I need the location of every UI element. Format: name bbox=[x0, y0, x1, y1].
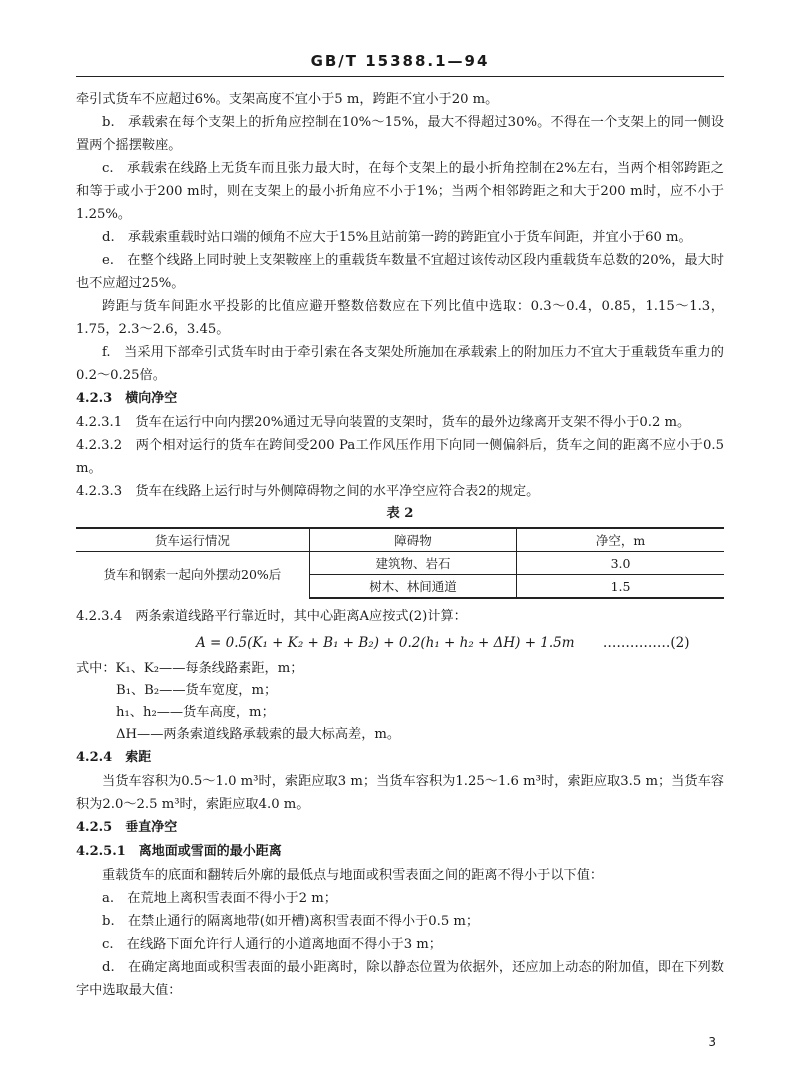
paragraph: 4.2.3.4 两条索道线路平行靠近时，其中心距离A应按式(2)计算： bbox=[76, 609, 467, 624]
table-header-obstacle: 障碍物 bbox=[309, 528, 516, 552]
paragraph: 重载货车的底面和翻转后外廓的最低点与地面或积雪表面之间的距离不得小于以下值： bbox=[102, 868, 604, 883]
body-section-1 bbox=[76, 88, 724, 503]
table-cell-obstacle: 建筑物、岩石 bbox=[309, 552, 516, 575]
paragraph: c. 在线路下面允许行人通行的小道离地面不得小于3 m； bbox=[102, 937, 442, 952]
header-rule bbox=[76, 76, 724, 77]
formula-expression: A = 0.5(K₁ + K₂ + B₁ + B₂) + 0.2(h₁ + h₂ + ΔH) + 1.5m bbox=[196, 635, 575, 651]
formula-2 bbox=[76, 628, 724, 658]
table-cell-obstacle: 树木、林间通道 bbox=[309, 575, 516, 599]
table-header-clearance: 净空，m bbox=[517, 528, 724, 552]
paragraph: 4.2.3.3 货车在线路上运行时与外侧障碍物之间的水平净空应符合表2的规定。 bbox=[76, 484, 540, 499]
body-section-2 bbox=[76, 605, 724, 628]
formula-number: ……………(2) bbox=[602, 635, 690, 651]
section-heading: 4.2.5 垂直净空 bbox=[76, 820, 178, 835]
definition-line: B₁、B₂——货车宽度，m； bbox=[116, 683, 278, 698]
standard-number-header: GB/T 15388.1—94 bbox=[310, 52, 490, 70]
body-section-3 bbox=[76, 746, 724, 1002]
paragraph: 4.2.3.1 货车在运行中向内摆20%通过无导向装置的支架时，货车的最外边缘离开支架不得小于0.2 m。 bbox=[76, 415, 691, 430]
paragraph: 牵引式货车不应超过6%。支架高度不宜小于5 m，跨距不宜小于20 m。 bbox=[76, 92, 499, 107]
paragraph: e. 在整个线路上同时驶上支架鞍座上的重载货车数量不宜超过该传动区段内重载货车总数的20%，最大时也不应超过25%。 bbox=[76, 253, 724, 291]
paragraph: a. 在荒地上离积雪表面不得小于2 m； bbox=[102, 891, 337, 906]
clearance-table bbox=[76, 527, 724, 599]
table-row bbox=[76, 552, 724, 575]
table-cell-condition: 货车和钢索一起向外摆动20%后 bbox=[103, 567, 282, 582]
paragraph: 跨距与货车间距水平投影的比值应避开整数倍数应在下列比值中选取：0.3～0.4，0.85，1.15～1.3，1.75，2.3～2.6，3.45。 bbox=[76, 299, 724, 337]
definition-line: h₁、h₂——货车高度，m； bbox=[116, 705, 275, 720]
section-heading: 4.2.5.1 离地面或雪面的最小距离 bbox=[76, 844, 282, 859]
paragraph: c. 承载索在线路上无货车而且张力最大时，在每个支架上的最小折角控制在2%左右，当两个相邻跨距之和等于或小于200 m时，则在支架上的最小折角应不小于1%；当两个相邻跨距之和大于200 m时，应不小于1.25%。 bbox=[76, 161, 724, 222]
table-cell-clearance: 1.5 bbox=[517, 575, 724, 599]
formula-definitions bbox=[76, 658, 724, 746]
table-cell-clearance: 3.0 bbox=[517, 552, 724, 575]
paragraph: d. 在确定离地面或积雪表面的最小距离时，除以静态位置为依据外，还应加上动态的附加值，即在下列数字中选取最大值： bbox=[76, 960, 724, 998]
paragraph: 4.2.3.2 两个相对运行的货车在跨间受200 Pa工作风压作用下向同一侧偏斜后，货车之间的距离不应小于0.5 m。 bbox=[76, 438, 724, 476]
definition-line: 式中：K₁、K₂——每条线路素距，m； bbox=[76, 661, 304, 676]
page-content bbox=[76, 88, 724, 1002]
paragraph: d. 承载索重载时站口端的倾角不应大于15%且站前第一跨的跨距宜小于货车间距，并宜小于60 m。 bbox=[102, 230, 692, 245]
paragraph: b. 承载索在每个支架上的折角应控制在10%～15%，最大不得超过30%。不得在一个支架上的同一侧设置两个摇摆鞍座。 bbox=[76, 115, 724, 153]
definition-line: ΔH——两条索道线路承载索的最大标高差，m。 bbox=[116, 727, 401, 742]
section-heading: 4.2.4 索距 bbox=[76, 750, 152, 765]
table-header-condition: 货车运行情况 bbox=[76, 528, 309, 552]
paragraph: 当货车容积为0.5～1.0 m³时，索距应取3 m；当货车容积为1.25～1.6 m³时，索距应取3.5 m；当货车容积为2.0～2.5 m³时，索距应取4.0 m。 bbox=[76, 774, 724, 812]
section-heading: 4.2.3 横向净空 bbox=[76, 391, 178, 406]
paragraph: f. 当采用下部牵引式货车时由于牵引索在各支架处所施加在承载索上的附加压力不宜大于重载货车重力的0.2～0.25倍。 bbox=[76, 345, 724, 383]
paragraph: b. 在禁止通行的隔离地带(如开槽)离积雪表面不得小于0.5 m； bbox=[102, 914, 480, 929]
page-number: 3 bbox=[708, 1035, 716, 1049]
table-caption: 表 2 bbox=[386, 506, 414, 521]
